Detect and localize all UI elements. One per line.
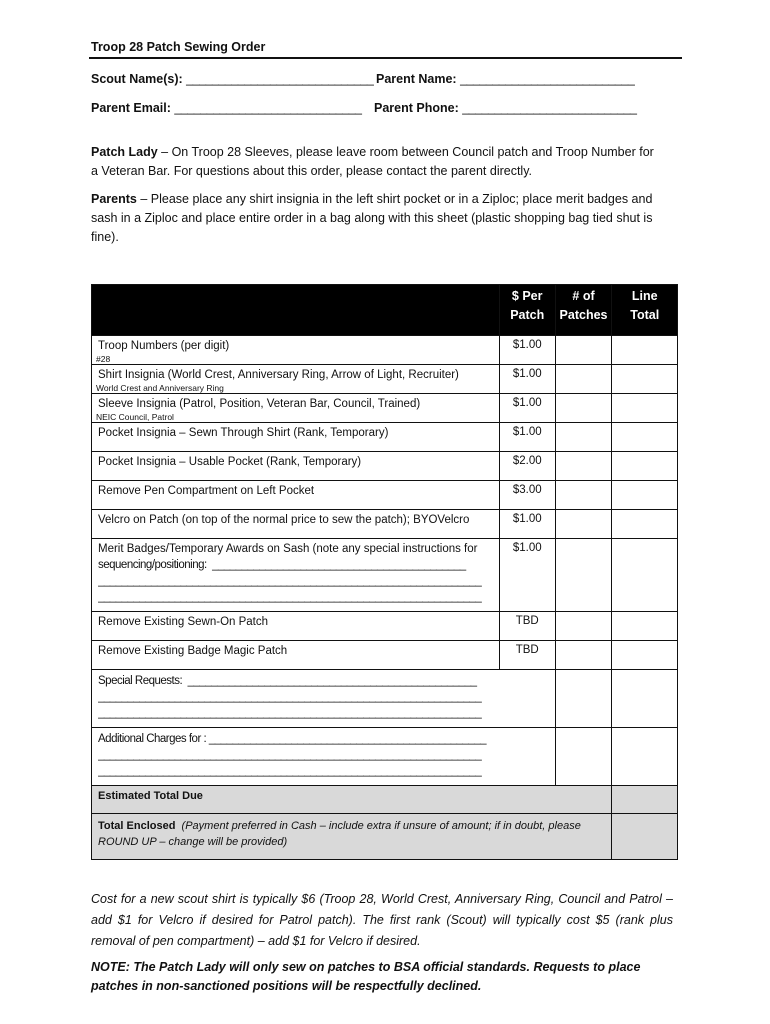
table-row-special-requests xyxy=(92,670,678,728)
table-row-shirt-insignia xyxy=(92,365,678,394)
special-requests-line[interactable] xyxy=(98,673,547,689)
additional-charges-blank[interactable]: _______________________________________________ xyxy=(208,733,486,745)
table-row-total-enclosed xyxy=(92,814,678,860)
parents-label: Parents xyxy=(91,192,137,206)
header-line-total-line1: Line xyxy=(631,289,658,303)
sequencing-line[interactable] xyxy=(98,557,491,573)
table-row-estimated-total xyxy=(92,786,678,814)
table-row-remove-badge-magic xyxy=(92,641,678,670)
header-description xyxy=(92,285,500,336)
row-price: $1.00 xyxy=(499,336,555,365)
row-description xyxy=(92,394,500,423)
row-description: Remove Existing Sewn-On Patch xyxy=(92,612,500,641)
special-requests-blank[interactable]: _________________________________________________ xyxy=(187,675,477,687)
row-label: Troop Numbers (per digit) xyxy=(98,340,230,352)
sequencing-label: sequencing/positioning: xyxy=(98,559,207,571)
shirt-cost-note: Cost for a new scout shirt is typically $6 (Troop 28, World Crest, Anniversary Ring, Council and Patrol – add $1 for Velcro if desired for Patrol patch). The first rank (Scout) will typically cost $5 (rank plus removal of pen compartment) – add $1 for Velcro if desired. xyxy=(91,892,673,948)
row-description: Remove Existing Badge Magic Patch xyxy=(92,641,500,670)
sequencing-blank[interactable]: ___________________________________________ xyxy=(212,559,466,571)
parent-phone-field[interactable] xyxy=(374,101,636,115)
header-line-total xyxy=(612,285,678,336)
row-total-cell[interactable] xyxy=(612,510,678,539)
parent-email-blank[interactable]: _____________________________ xyxy=(174,101,362,115)
merit-blank-line[interactable]: _________________________________________________________________ xyxy=(98,591,482,603)
table-row-remove-sewn xyxy=(92,612,678,641)
row-description xyxy=(92,670,556,728)
row-total-cell[interactable] xyxy=(612,612,678,641)
header-per-patch-line1: $ Per xyxy=(511,289,543,303)
total-enclosed-label: Total Enclosed xyxy=(98,820,176,832)
patch-lady-instructions xyxy=(91,143,663,181)
row-qty-cell[interactable] xyxy=(555,510,612,539)
total-enclosed-description xyxy=(92,814,612,860)
row-description xyxy=(92,539,500,612)
row-price: TBD xyxy=(499,612,555,641)
scout-names-blank[interactable]: _____________________________ xyxy=(186,72,374,86)
parent-email-label: Parent Email: xyxy=(91,101,171,115)
row-qty-cell[interactable] xyxy=(555,641,612,670)
table-header-row xyxy=(92,285,678,336)
row-description: Remove Pen Compartment on Left Pocket xyxy=(92,481,500,510)
row-total-cell[interactable] xyxy=(612,481,678,510)
parent-phone-blank[interactable]: ___________________________ xyxy=(462,101,637,115)
parent-name-label: Parent Name: xyxy=(376,72,457,86)
row-price: TBD xyxy=(499,641,555,670)
table-row-additional-charges xyxy=(92,728,678,786)
special-requests-blank-line[interactable]: _________________________________________________________________ xyxy=(98,691,482,703)
row-label: Merit Badges/Temporary Awards on Sash (note any special instructions for xyxy=(98,543,478,555)
table-row-troop-numbers xyxy=(92,336,678,365)
row-price: $3.00 xyxy=(499,481,555,510)
row-price: $1.00 xyxy=(499,365,555,394)
parents-instructions xyxy=(91,190,663,247)
row-description: Pocket Insignia – Sewn Through Shirt (Rank, Temporary) xyxy=(92,423,500,452)
table-row-sleeve-insignia xyxy=(92,394,678,423)
table-row-pocket-sewn xyxy=(92,423,678,452)
row-price: $1.00 xyxy=(499,423,555,452)
row-total-cell[interactable] xyxy=(612,452,678,481)
row-total-cell[interactable] xyxy=(612,394,678,423)
parent-phone-label: Parent Phone: xyxy=(374,101,459,115)
row-qty-cell[interactable] xyxy=(555,481,612,510)
header-num-patches-line2: Patches xyxy=(559,308,608,322)
row-qty-cell[interactable] xyxy=(555,612,612,641)
row-price: $1.00 xyxy=(499,510,555,539)
parent-name-field[interactable] xyxy=(376,72,634,86)
row-description: Velcro on Patch (on top of the normal price to sew the patch); BYOVelcro xyxy=(92,510,500,539)
row-qty-cell[interactable] xyxy=(555,423,612,452)
row-description xyxy=(92,336,500,365)
row-label: Shirt Insignia (World Crest, Anniversary Ring, Arrow of Light, Recruiter) xyxy=(98,369,459,381)
row-qty-cell[interactable] xyxy=(555,394,612,423)
additional-charges-label: Additional Charges for : xyxy=(98,733,207,745)
parent-email-field[interactable] xyxy=(91,101,361,115)
special-requests-label: Special Requests: xyxy=(98,675,183,687)
table-row-pen-compartment xyxy=(92,481,678,510)
table-row-merit-badges xyxy=(92,539,678,612)
row-description: Pocket Insignia – Usable Pocket (Rank, Temporary) xyxy=(92,452,500,481)
parents-text: – Please place any shirt insignia in the left shirt pocket or in a Ziploc; place merit badges and sash in a Ziploc and place entire order in a bag along with this sheet (plastic shopping bag tied shut is fine). xyxy=(91,192,653,244)
scout-names-field[interactable] xyxy=(91,72,373,86)
order-table xyxy=(91,284,678,860)
row-description xyxy=(92,365,500,394)
row-price: $1.00 xyxy=(499,394,555,423)
row-label: Sleeve Insignia (Patrol, Position, Veteran Bar, Council, Trained) xyxy=(98,398,421,410)
row-total-cell[interactable] xyxy=(612,670,678,728)
row-price: $2.00 xyxy=(499,452,555,481)
row-qty-cell[interactable] xyxy=(555,365,612,394)
additional-charges-blank-line[interactable]: _________________________________________________________________ xyxy=(98,765,482,777)
row-qty-cell[interactable] xyxy=(555,728,612,786)
header-per-patch xyxy=(499,285,555,336)
estimated-total-cell[interactable] xyxy=(612,786,678,814)
merit-blank-line[interactable]: _________________________________________________________________ xyxy=(98,575,482,587)
document-title: Troop 28 Patch Sewing Order xyxy=(91,40,266,54)
row-total-cell[interactable] xyxy=(612,728,678,786)
row-total-cell[interactable] xyxy=(612,423,678,452)
header-num-patches-line1: # of xyxy=(572,289,595,303)
row-qty-cell[interactable] xyxy=(555,452,612,481)
table-row-velcro xyxy=(92,510,678,539)
row-price: $1.00 xyxy=(499,539,555,612)
estimated-total-label: Estimated Total Due xyxy=(92,786,612,814)
row-note[interactable]: #28 xyxy=(96,354,111,364)
header-line-total-line2: Total xyxy=(630,308,660,322)
row-note[interactable]: NEIC Council, Patrol xyxy=(96,412,174,422)
patch-lady-text: – On Troop 28 Sleeves, please leave room between Council patch and Troop Number for a Veteran Bar. For questions about this order, please contact the parent directly. xyxy=(91,145,654,178)
row-total-cell[interactable] xyxy=(612,365,678,394)
row-total-cell[interactable] xyxy=(612,641,678,670)
row-total-cell[interactable] xyxy=(612,336,678,365)
additional-charges-line[interactable] xyxy=(98,731,547,747)
header-num-patches xyxy=(555,285,612,336)
special-requests-blank-line[interactable]: _________________________________________________________________ xyxy=(98,707,482,719)
patch-lady-label: Patch Lady xyxy=(91,145,158,159)
total-enclosed-cell[interactable] xyxy=(612,814,678,860)
row-note[interactable]: World Crest and Anniversary Ring xyxy=(96,383,224,393)
row-description xyxy=(92,728,556,786)
parent-name-blank[interactable]: ___________________________ xyxy=(460,72,635,86)
header-per-patch-line2: Patch xyxy=(510,308,545,322)
row-qty-cell[interactable] xyxy=(555,336,612,365)
row-total-cell[interactable] xyxy=(612,539,678,612)
table-row-pocket-usable xyxy=(92,452,678,481)
additional-charges-blank-line[interactable]: _________________________________________________________________ xyxy=(98,749,482,761)
total-enclosed-note: (Payment preferred in Cash – include extra if unsure of amount; if in doubt, please ROUND UP – change will be provided) xyxy=(98,820,581,848)
title-divider xyxy=(89,57,682,59)
scout-names-label: Scout Name(s): xyxy=(91,72,183,86)
row-qty-cell[interactable] xyxy=(555,539,612,612)
standards-note: NOTE: The Patch Lady will only sew on patches to BSA official standards. Requests to place patches in non-sanctioned positions will be respectfully declined. xyxy=(91,960,641,993)
row-qty-cell[interactable] xyxy=(555,670,612,728)
